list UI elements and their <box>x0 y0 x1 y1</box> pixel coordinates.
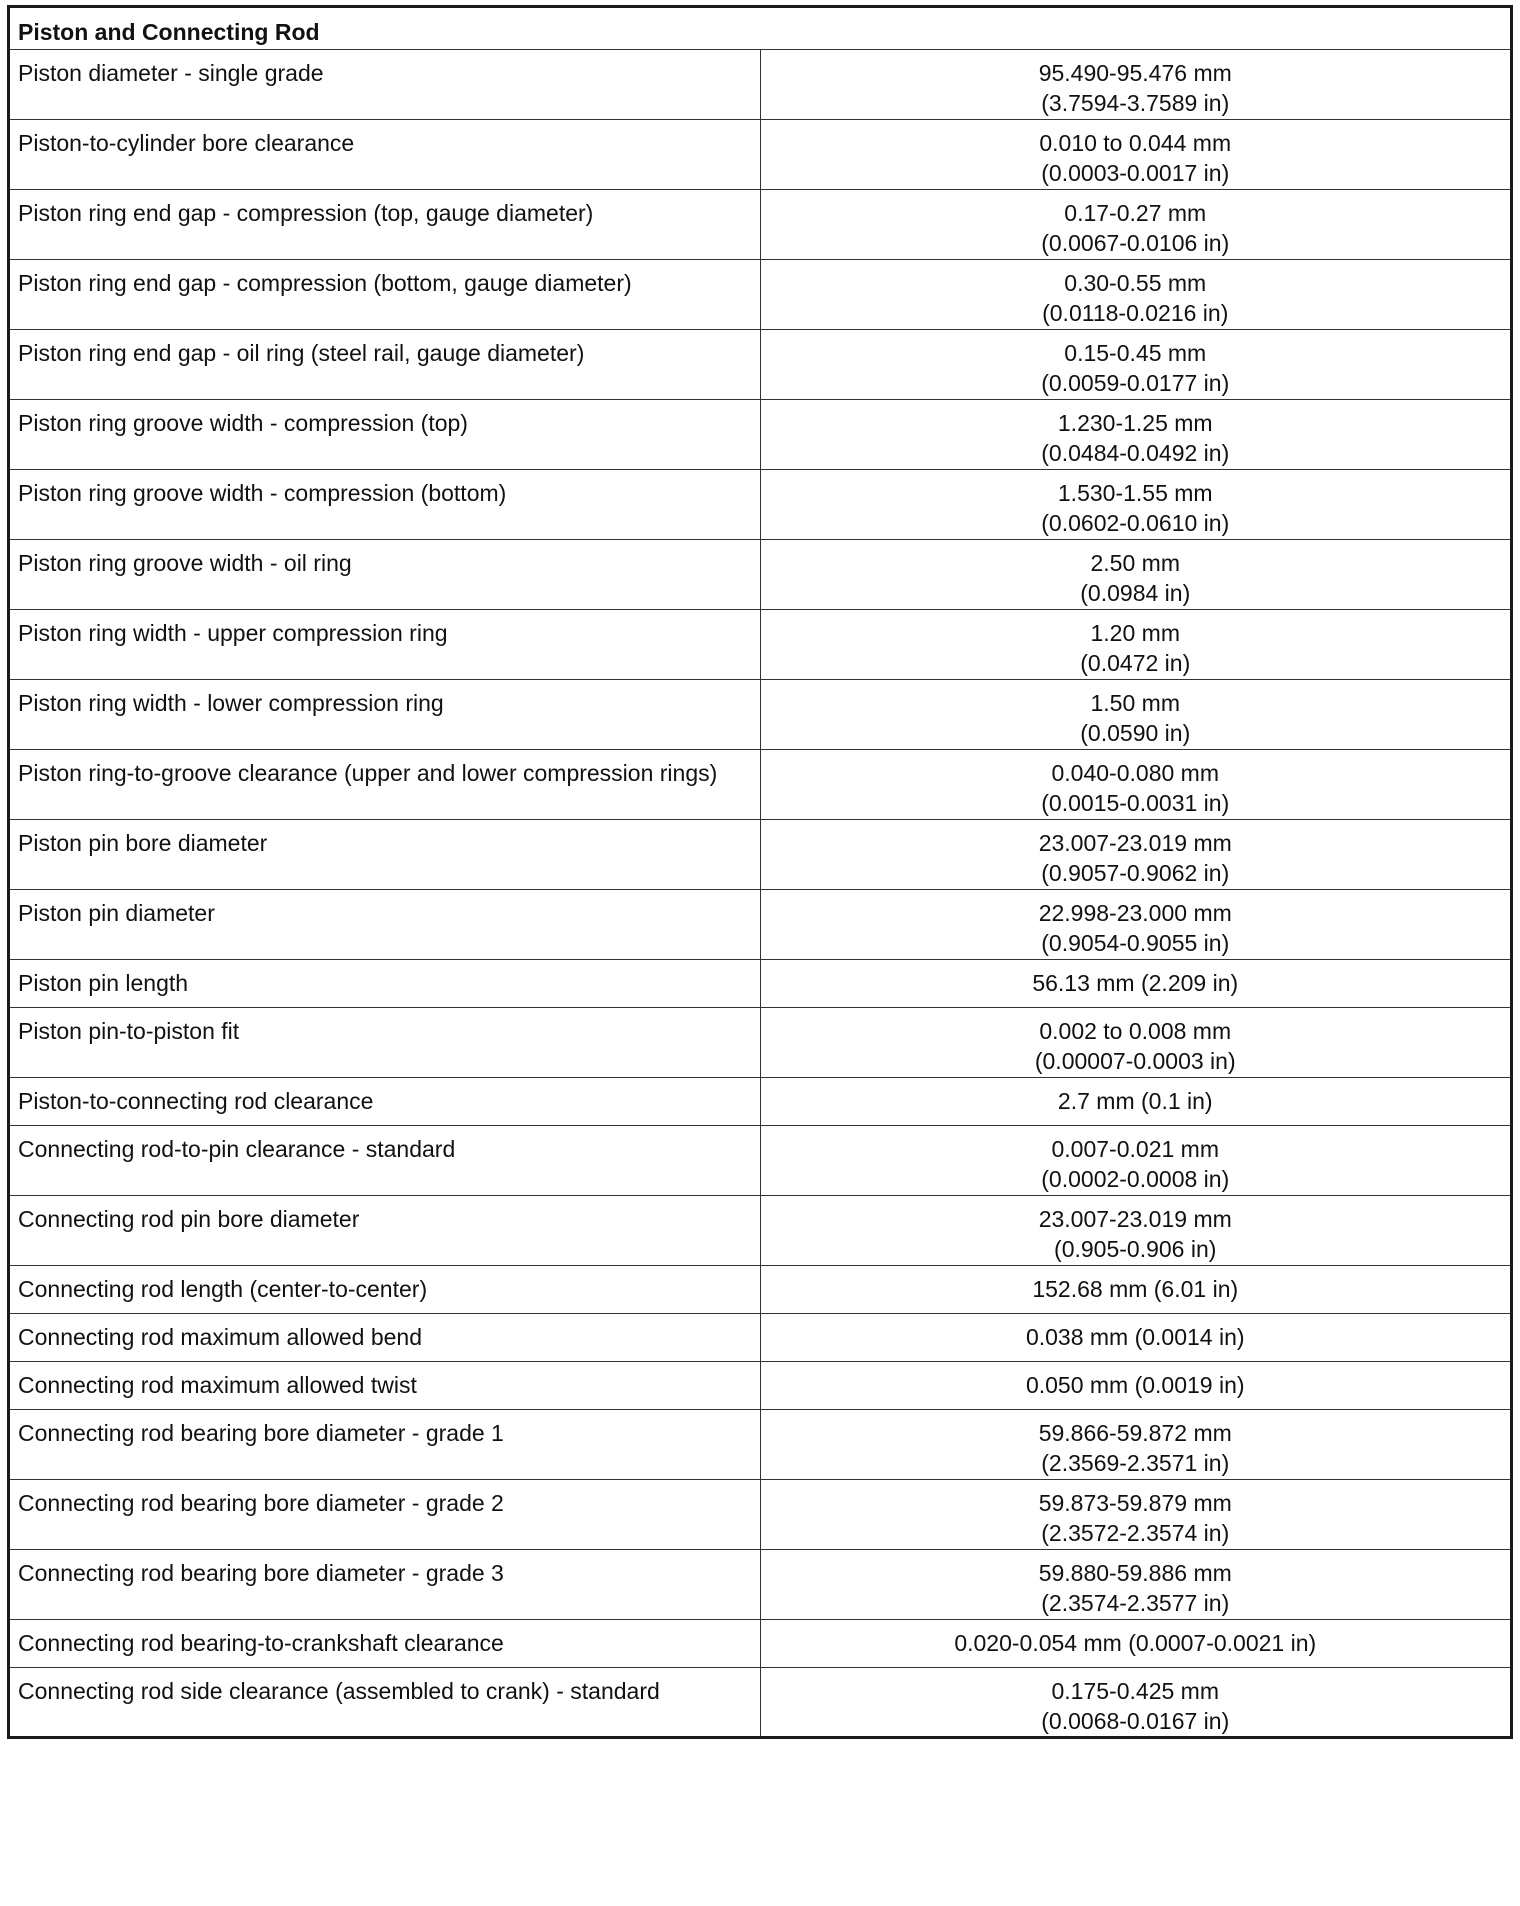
value-metric: 1.530-1.55 mm <box>1057 480 1213 506</box>
table-row <box>9 470 1512 540</box>
value-cell <box>760 680 1512 750</box>
value-cell <box>760 820 1512 890</box>
value-cell <box>760 1480 1512 1550</box>
value-cell <box>760 1362 1512 1410</box>
table-row <box>9 50 1512 120</box>
value-metric: 0.010 to 0.044 mm <box>1039 130 1232 156</box>
value-metric: 1.230-1.25 mm <box>1057 410 1213 436</box>
value-metric: 22.998-23.000 mm <box>1038 900 1232 926</box>
value-cell <box>760 50 1512 120</box>
table-row <box>9 1314 1512 1362</box>
value-metric: 0.050 mm (0.0019 in) <box>1025 1372 1245 1398</box>
value-metric: 0.15-0.45 mm <box>1064 340 1207 366</box>
parameter-cell: Piston ring groove width - compression (bottom) <box>9 470 761 540</box>
value-metric: 59.866-59.872 mm <box>1038 1420 1232 1446</box>
parameter-cell: Piston ring end gap - compression (top, gauge diameter) <box>9 190 761 260</box>
parameter-cell: Connecting rod pin bore diameter <box>9 1196 761 1266</box>
value-metric: 0.30-0.55 mm <box>1064 270 1207 296</box>
parameter-cell: Piston ring end gap - compression (bottom, gauge diameter) <box>9 260 761 330</box>
value-metric: 59.873-59.879 mm <box>1038 1490 1232 1516</box>
value-imperial: (0.0484-0.0492 in) <box>1041 440 1230 466</box>
parameter-cell: Connecting rod-to-pin clearance - standard <box>9 1126 761 1196</box>
table-row <box>9 610 1512 680</box>
table-row <box>9 330 1512 400</box>
value-cell <box>760 1266 1512 1314</box>
table-row <box>9 1078 1512 1126</box>
parameter-cell: Connecting rod bearing-to-crankshaft clearance <box>9 1620 761 1668</box>
value-imperial: (0.905-0.906 in) <box>1054 1236 1217 1262</box>
value-metric: 0.040-0.080 mm <box>1051 760 1219 786</box>
table-row <box>9 960 1512 1008</box>
value-cell <box>760 1314 1512 1362</box>
value-metric: 0.175-0.425 mm <box>1051 1678 1219 1704</box>
table-row <box>9 540 1512 610</box>
parameter-cell: Connecting rod bearing bore diameter - grade 1 <box>9 1410 761 1480</box>
value-imperial: (0.00007-0.0003 in) <box>1034 1048 1236 1074</box>
value-cell <box>760 1550 1512 1620</box>
value-cell <box>760 190 1512 260</box>
value-imperial: (0.0602-0.0610 in) <box>1041 510 1230 536</box>
value-cell <box>760 890 1512 960</box>
value-imperial: (0.0068-0.0167 in) <box>1041 1708 1230 1734</box>
value-cell <box>760 1668 1512 1738</box>
table-row <box>9 1196 1512 1266</box>
value-imperial: (0.0003-0.0017 in) <box>1041 160 1230 186</box>
table-row <box>9 190 1512 260</box>
value-metric: 152.68 mm (6.01 in) <box>1032 1276 1239 1302</box>
table-row <box>9 1008 1512 1078</box>
value-imperial: (0.0067-0.0106 in) <box>1041 230 1230 256</box>
table-row <box>9 890 1512 960</box>
value-metric: 56.13 mm (2.209 in) <box>1032 970 1239 996</box>
value-cell <box>760 470 1512 540</box>
table-row <box>9 1480 1512 1550</box>
value-imperial: (0.0984 in) <box>1080 580 1191 606</box>
value-cell <box>760 750 1512 820</box>
value-metric: 59.880-59.886 mm <box>1038 1560 1232 1586</box>
parameter-cell: Piston pin bore diameter <box>9 820 761 890</box>
parameter-cell: Piston-to-cylinder bore clearance <box>9 120 761 190</box>
value-metric: 1.50 mm <box>1090 690 1180 716</box>
value-imperial: (0.0015-0.0031 in) <box>1041 790 1230 816</box>
parameter-cell: Piston ring width - lower compression ring <box>9 680 761 750</box>
value-cell <box>760 330 1512 400</box>
table-body <box>9 50 1512 1738</box>
value-imperial: (0.0002-0.0008 in) <box>1041 1166 1230 1192</box>
value-cell <box>760 1126 1512 1196</box>
value-metric: 23.007-23.019 mm <box>1038 830 1232 856</box>
value-metric: 0.038 mm (0.0014 in) <box>1025 1324 1245 1350</box>
spec-sheet <box>7 5 1513 1739</box>
table-title: Piston and Connecting Rod <box>9 7 1512 50</box>
parameter-cell: Connecting rod length (center-to-center) <box>9 1266 761 1314</box>
value-metric: 2.7 mm (0.1 in) <box>1057 1088 1213 1114</box>
parameter-cell: Piston ring groove width - compression (top) <box>9 400 761 470</box>
value-cell <box>760 1078 1512 1126</box>
value-metric: 1.20 mm <box>1090 620 1180 646</box>
table-row <box>9 120 1512 190</box>
value-cell <box>760 1620 1512 1668</box>
value-cell <box>760 120 1512 190</box>
value-cell <box>760 1410 1512 1480</box>
value-imperial: (0.0118-0.0216 in) <box>1042 300 1229 326</box>
value-imperial: (0.0059-0.0177 in) <box>1041 370 1230 396</box>
value-cell <box>760 960 1512 1008</box>
value-cell <box>760 1008 1512 1078</box>
value-imperial: (2.3569-2.3571 in) <box>1041 1450 1230 1476</box>
parameter-cell: Connecting rod bearing bore diameter - grade 2 <box>9 1480 761 1550</box>
parameter-cell: Piston pin-to-piston fit <box>9 1008 761 1078</box>
table-row <box>9 1550 1512 1620</box>
table-row <box>9 1266 1512 1314</box>
value-imperial: (0.9057-0.9062 in) <box>1041 860 1230 886</box>
parameter-cell: Piston pin length <box>9 960 761 1008</box>
value-metric: 2.50 mm <box>1090 550 1180 576</box>
value-imperial: (2.3574-2.3577 in) <box>1041 1590 1230 1616</box>
value-cell <box>760 540 1512 610</box>
spec-table <box>7 5 1513 1739</box>
table-row <box>9 1126 1512 1196</box>
value-cell <box>760 260 1512 330</box>
parameter-cell: Connecting rod bearing bore diameter - grade 3 <box>9 1550 761 1620</box>
table-header-row <box>9 7 1512 50</box>
table-row <box>9 1668 1512 1738</box>
value-metric: 0.17-0.27 mm <box>1064 200 1207 226</box>
parameter-cell: Connecting rod maximum allowed bend <box>9 1314 761 1362</box>
parameter-cell: Piston diameter - single grade <box>9 50 761 120</box>
parameter-cell: Piston ring end gap - oil ring (steel rail, gauge diameter) <box>9 330 761 400</box>
table-row <box>9 400 1512 470</box>
parameter-cell: Piston ring width - upper compression ring <box>9 610 761 680</box>
parameter-cell: Connecting rod side clearance (assembled to crank) - standard <box>9 1668 761 1738</box>
value-metric: 23.007-23.019 mm <box>1038 1206 1232 1232</box>
value-cell <box>760 610 1512 680</box>
table-row <box>9 820 1512 890</box>
table-row <box>9 680 1512 750</box>
parameter-cell: Piston ring-to-groove clearance (upper and lower compression rings) <box>9 750 761 820</box>
value-imperial: (0.0590 in) <box>1080 720 1191 746</box>
value-imperial: (0.0472 in) <box>1080 650 1191 676</box>
value-imperial: (0.9054-0.9055 in) <box>1041 930 1230 956</box>
value-imperial: (2.3572-2.3574 in) <box>1041 1520 1230 1546</box>
table-row <box>9 260 1512 330</box>
value-metric: 0.002 to 0.008 mm <box>1039 1018 1232 1044</box>
value-metric: 0.007-0.021 mm <box>1051 1136 1219 1162</box>
value-imperial: (3.7594-3.7589 in) <box>1041 90 1230 116</box>
value-cell <box>760 1196 1512 1266</box>
value-metric: 95.490-95.476 mm <box>1038 60 1232 86</box>
parameter-cell: Connecting rod maximum allowed twist <box>9 1362 761 1410</box>
parameter-cell: Piston ring groove width - oil ring <box>9 540 761 610</box>
table-row <box>9 1410 1512 1480</box>
table-row <box>9 750 1512 820</box>
table-row <box>9 1362 1512 1410</box>
value-cell <box>760 400 1512 470</box>
value-metric: 0.020-0.054 mm (0.0007-0.0021 in) <box>954 1630 1317 1656</box>
parameter-cell: Piston pin diameter <box>9 890 761 960</box>
parameter-cell: Piston-to-connecting rod clearance <box>9 1078 761 1126</box>
table-row <box>9 1620 1512 1668</box>
